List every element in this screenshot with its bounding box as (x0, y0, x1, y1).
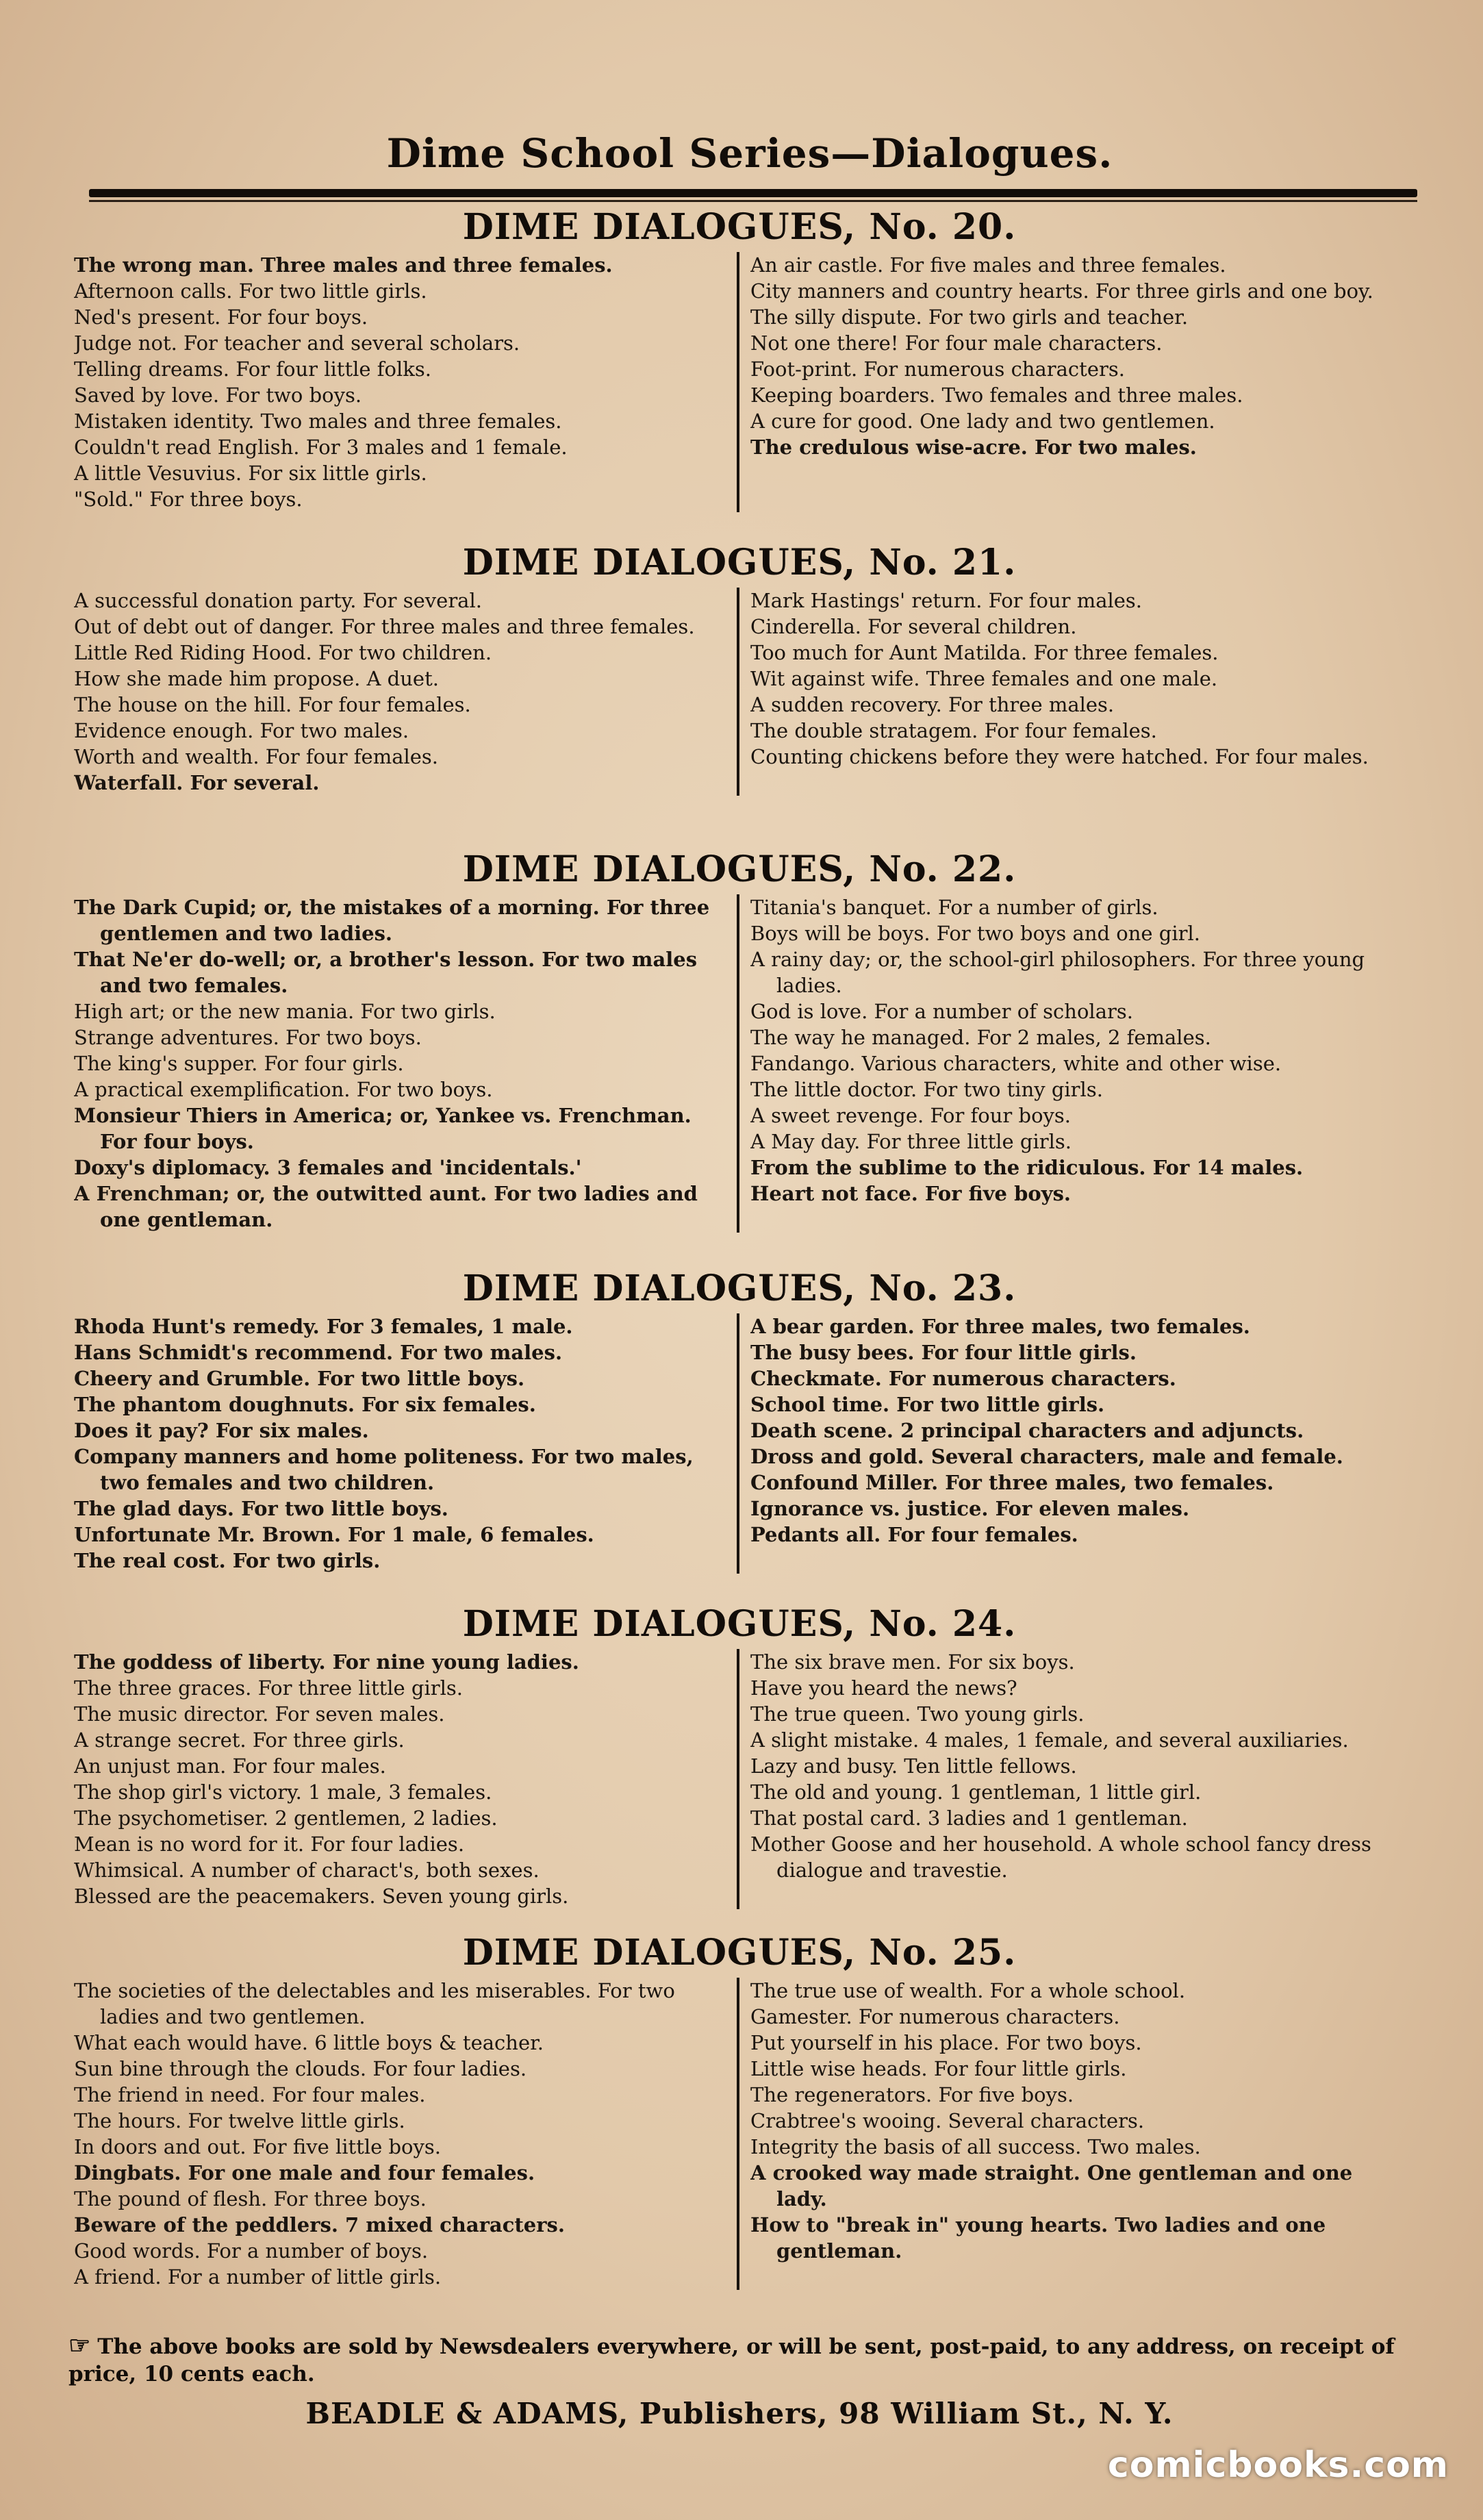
list-item: The music director. For seven males. (74, 1702, 445, 1726)
list-item: The six brave men. For six boys. (750, 1650, 1075, 1674)
list-item: In doors and out. For five little boys. (74, 2135, 441, 2158)
list-item: A bear garden. For three males, two females. (750, 1315, 1250, 1338)
list-item: Foot-print. For numerous characters. (750, 357, 1125, 381)
list-item: The king's supper. For four girls. (74, 1052, 404, 1075)
list-item: Beware of the peddlers. 7 mixed characters. (74, 2213, 565, 2236)
list-item: Sun bine through the clouds. For four ladies. (74, 2057, 527, 2080)
list-item: The silly dispute. For two girls and teacher. (750, 305, 1189, 329)
right-column (739, 252, 1410, 512)
header-rule (89, 189, 1417, 197)
section-dialogues-23 (68, 1267, 1410, 1574)
list-item: High art; or the new mania. For two girls. (74, 1000, 496, 1023)
list-item: The regenerators. For five boys. (750, 2083, 1074, 2106)
left-column (68, 1649, 739, 1909)
list-item: Blessed are the peacemakers. Seven young girls. (74, 1885, 569, 1908)
list-item: Put yourself in his place. For two boys. (750, 2031, 1142, 2054)
list-item: A little Vesuvius. For six little girls. (74, 462, 427, 485)
list-item: Confound Miller. For three males, two females. (750, 1471, 1274, 1494)
list-item: Heart not face. For five boys. (750, 1182, 1071, 1205)
list-item: Strange adventures. For two boys. (74, 1026, 422, 1049)
list-item: God is love. For a number of scholars. (750, 1000, 1133, 1023)
left-column (68, 1978, 739, 2290)
list-item: "Sold." For three boys. (74, 488, 303, 511)
list-item: Keeping boarders. Two females and three males. (750, 383, 1243, 407)
list-item: The real cost. For two girls. (74, 1549, 381, 1572)
list-item: Integrity the basis of all success. Two males. (750, 2135, 1201, 2158)
list-item: A sweet revenge. For four boys. (750, 1104, 1072, 1127)
list-item: Cinderella. For several children. (750, 615, 1077, 638)
list-item: The double stratagem. For four females. (750, 719, 1157, 742)
list-item: The Dark Cupid; or, the mistakes of a morning. For three gentlemen and two ladies. (74, 896, 710, 945)
list-item: Death scene. 2 principal characters and adjuncts. (750, 1419, 1304, 1442)
list-item: A May day. For three little girls. (750, 1130, 1072, 1153)
right-column (739, 894, 1410, 1233)
section-columns (68, 1313, 1410, 1574)
list-item: Afternoon calls. For two little girls. (74, 279, 427, 303)
list-item: A crooked way made straight. One gentleman and one lady. (750, 2161, 1353, 2210)
list-item: Whimsical. A number of charact's, both sexes. (74, 1859, 540, 1882)
section-title: DIME DIALOGUES, No. 25. (462, 1932, 1017, 1974)
list-item: Gamester. For numerous characters. (750, 2005, 1120, 2028)
right-column (739, 1649, 1410, 1909)
list-item: Mark Hastings' return. For four males. (750, 589, 1143, 612)
ordering-note-text: The above books are sold by Newsdealers everywhere, or will be sent, post-paid, to any address, on receipt of price, 10 cents each. (68, 2334, 1395, 2386)
section-title: DIME DIALOGUES, No. 23. (462, 1268, 1017, 1309)
list-item: Pedants all. For four females. (750, 1523, 1078, 1546)
section-columns (68, 1978, 1410, 2290)
list-item: That Ne'er do-well; or, a brother's lesson. For two males and two females. (74, 948, 698, 997)
list-item: Couldn't read English. For 3 males and 1 female. (74, 436, 568, 459)
list-item: Out of debt out of danger. For three males and three females. (74, 615, 695, 638)
section-title: DIME DIALOGUES, No. 21. (462, 542, 1017, 583)
list-item: Counting chickens before they were hatched. For four males. (750, 745, 1369, 768)
section-columns (68, 588, 1410, 796)
list-item: The busy bees. For four little girls. (750, 1341, 1137, 1364)
list-item: That postal card. 3 ladies and 1 gentleman. (750, 1806, 1188, 1830)
list-item: Good words. For a number of boys. (74, 2239, 429, 2263)
list-item: The psychometiser. 2 gentlemen, 2 ladies. (74, 1806, 498, 1830)
section-columns (68, 1649, 1410, 1909)
list-item: The old and young. 1 gentleman, 1 little girl. (750, 1780, 1202, 1804)
list-item: Little Red Riding Hood. For two children. (74, 641, 492, 664)
list-item: The true use of wealth. For a whole school. (750, 1979, 1186, 2002)
list-item: Judge not. For teacher and several scholars. (74, 331, 520, 355)
section-dialogues-25 (68, 1931, 1410, 2290)
right-column (739, 1313, 1410, 1574)
left-column (68, 588, 739, 796)
section-dialogues-21 (68, 541, 1410, 796)
list-item: Lazy and busy. Ten little fellows. (750, 1754, 1077, 1778)
section-dialogues-22 (68, 848, 1410, 1233)
list-item: The friend in need. For four males. (74, 2083, 426, 2106)
list-item: Evidence enough. For two males. (74, 719, 409, 742)
list-item: Checkmate. For numerous characters. (750, 1367, 1176, 1390)
list-item: Mean is no word for it. For four ladies. (74, 1832, 465, 1856)
list-item: Little wise heads. For four little girls. (750, 2057, 1127, 2080)
list-item: Worth and wealth. For four females. (74, 745, 439, 768)
list-item: Mistaken identity. Two males and three females. (74, 410, 562, 433)
left-column (68, 252, 739, 512)
list-item: The true queen. Two young girls. (750, 1702, 1085, 1726)
list-item: Saved by love. For two boys. (74, 383, 362, 407)
list-item: The societies of the delectables and les miserables. For two ladies and two gentlemen. (74, 1979, 675, 2028)
list-item: A practical exemplification. For two boys. (74, 1078, 493, 1101)
list-item: Waterfall. For several. (74, 771, 320, 794)
list-item: Fandango. Various characters, white and other wise. (750, 1052, 1282, 1075)
right-column (739, 1978, 1410, 2290)
pointing-hand-icon: ☞ (68, 2331, 91, 2360)
list-item: Dross and gold. Several characters, male and female. (750, 1445, 1343, 1468)
list-item: From the sublime to the ridiculous. For 14 males. (750, 1156, 1304, 1179)
list-item: Crabtree's wooing. Several characters. (750, 2109, 1145, 2132)
watermark: comicbooks.com (1107, 2445, 1449, 2486)
list-item: The hours. For twelve little girls. (74, 2109, 405, 2132)
list-item: Hans Schmidt's recommend. For two males. (74, 1341, 563, 1364)
section-columns (68, 894, 1410, 1233)
list-item: Wit against wife. Three females and one male. (750, 667, 1218, 690)
list-item: The house on the hill. For four females. (74, 693, 471, 716)
list-item: Dingbats. For one male and four females. (74, 2161, 535, 2184)
section-columns (68, 252, 1410, 512)
list-item: Company manners and home politeness. For two males, two females and two children. (74, 1445, 694, 1494)
list-item: A cure for good. One lady and two gentlemen. (750, 410, 1215, 433)
list-item: A slight mistake. 4 males, 1 female, and several auxiliaries. (750, 1728, 1349, 1752)
right-column (739, 588, 1410, 796)
header-rule-thin (89, 200, 1417, 202)
list-item: Monsieur Thiers in America; or, Yankee vs. Frenchman. For four boys. (74, 1104, 692, 1153)
ordering-note (68, 2332, 1410, 2388)
list-item: An air castle. For five males and three females. (750, 253, 1226, 277)
list-item: Have you heard the news? (750, 1676, 1017, 1700)
list-item: A friend. For a number of little girls. (74, 2265, 442, 2289)
list-item: Unfortunate Mr. Brown. For 1 male, 6 females. (74, 1523, 594, 1546)
list-item: What each would have. 6 little boys & teacher. (74, 2031, 544, 2054)
list-item: City manners and country hearts. For three girls and one boy. (750, 279, 1373, 303)
list-item: Rhoda Hunt's remedy. For 3 females, 1 male. (74, 1315, 573, 1338)
list-item: A rainy day; or, the school-girl philosophers. For three young ladies. (750, 948, 1365, 997)
section-dialogues-24 (68, 1602, 1410, 1909)
list-item: How she made him propose. A duet. (74, 667, 439, 690)
publisher-imprint: BEADLE & ADAMS, Publishers, 98 William St., N. Y. (305, 2397, 1174, 2430)
list-item: The credulous wise-acre. For two males. (750, 436, 1197, 459)
left-column (68, 1313, 739, 1574)
list-item: Mother Goose and her household. A whole school fancy dress dialogue and travestie. (750, 1832, 1371, 1882)
list-item: Doxy's diplomacy. 3 females and 'incidentals.' (74, 1156, 582, 1179)
series-header: Dime School Series—Dialogues. (386, 130, 1113, 177)
list-item: An unjust man. For four males. (74, 1754, 386, 1778)
list-item: The pound of flesh. For three boys. (74, 2187, 427, 2210)
list-item: A sudden recovery. For three males. (750, 693, 1115, 716)
section-title: DIME DIALOGUES, No. 22. (462, 848, 1017, 890)
list-item: The goddess of liberty. For nine young ladies. (74, 1650, 579, 1674)
section-title: DIME DIALOGUES, No. 24. (462, 1603, 1017, 1645)
section-dialogues-20 (68, 205, 1410, 512)
list-item: School time. For two little girls. (750, 1393, 1105, 1416)
list-item: Ned's present. For four boys. (74, 305, 368, 329)
list-item: The three graces. For three little girls. (74, 1676, 463, 1700)
list-item: Telling dreams. For four little folks. (74, 357, 431, 381)
list-item: The wrong man. Three males and three females. (74, 253, 613, 277)
list-item: Titania's banquet. For a number of girls. (750, 896, 1158, 919)
list-item: A strange secret. For three girls. (74, 1728, 405, 1752)
list-item: A Frenchman; or, the outwitted aunt. For two ladies and one gentleman. (74, 1182, 698, 1231)
list-item: Does it pay? For six males. (74, 1419, 369, 1442)
list-item: Cheery and Grumble. For two little boys. (74, 1367, 525, 1390)
list-item: The shop girl's victory. 1 male, 3 females. (74, 1780, 492, 1804)
list-item: Boys will be boys. For two boys and one girl. (750, 922, 1200, 945)
list-item: The glad days. For two little boys. (74, 1497, 448, 1520)
list-item: A successful donation party. For several. (74, 589, 482, 612)
list-item: How to "break in" young hearts. Two ladies and one gentleman. (750, 2213, 1326, 2263)
list-item: The way he managed. For 2 males, 2 females. (750, 1026, 1211, 1049)
left-column (68, 894, 739, 1233)
list-item: The little doctor. For two tiny girls. (750, 1078, 1103, 1101)
list-item: Ignorance vs. justice. For eleven males. (750, 1497, 1190, 1520)
section-title: DIME DIALOGUES, No. 20. (462, 206, 1017, 248)
list-item: Not one there! For four male characters. (750, 331, 1163, 355)
list-item: The phantom doughnuts. For six females. (74, 1393, 536, 1416)
list-item: Too much for Aunt Matilda. For three females. (750, 641, 1219, 664)
